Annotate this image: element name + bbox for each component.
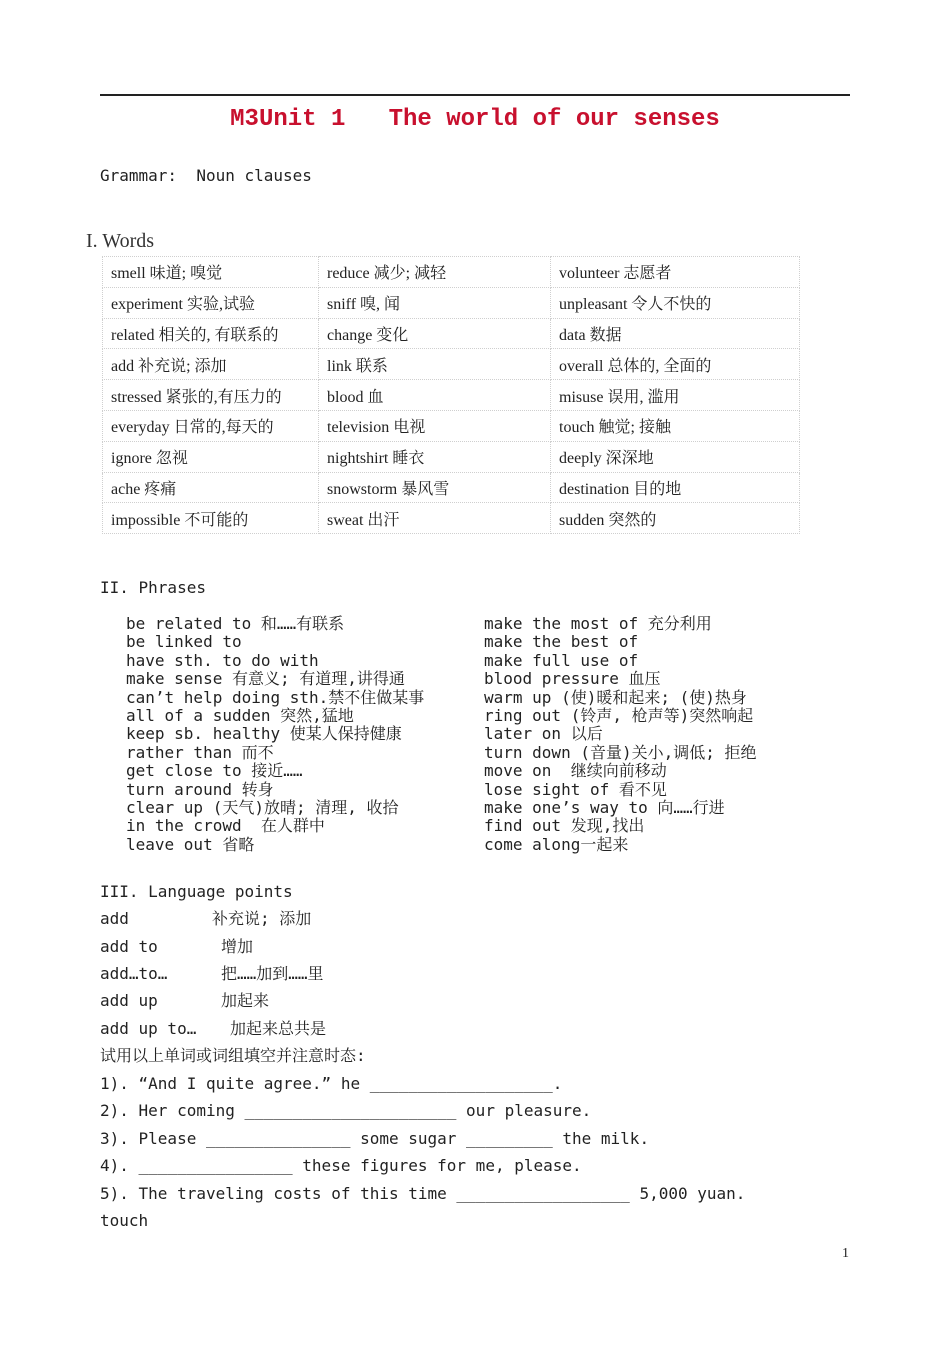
- words-row: [103, 380, 800, 411]
- word-cell: data 数据: [551, 318, 800, 349]
- language-point-term: add: [100, 909, 129, 928]
- word-cell: sudden 突然的: [551, 503, 800, 534]
- phrase-item: turn around 转身: [126, 779, 274, 799]
- phrase-item: turn down (音量)关小,调低; 拒绝: [484, 742, 757, 762]
- phrase-item: blood pressure 血压: [484, 669, 661, 689]
- phrase-item: warm up (使)暖和起来; (使)热身: [484, 687, 747, 707]
- word-cell: sniff 嗅, 闻: [319, 287, 551, 318]
- exercise-item: 1). “And I quite agree.” he ___________________.: [100, 1074, 563, 1093]
- word-cell: everyday 日常的,每天的: [103, 410, 319, 441]
- phrase-item: come along一起来: [484, 834, 629, 854]
- word-cell: change 变化: [319, 318, 551, 349]
- word-cell: related 相关的, 有联系的: [103, 318, 319, 349]
- language-point-term: add up to…: [100, 1019, 197, 1038]
- words-row: [103, 472, 800, 503]
- word-cell: deeply 深深地: [551, 441, 800, 472]
- exercise-item: 2). Her coming ______________________ our pleasure.: [100, 1101, 592, 1120]
- phrases-heading: II. Phrases: [100, 578, 206, 597]
- words-row: [103, 257, 800, 288]
- word-cell: unpleasant 令人不快的: [551, 287, 800, 318]
- word-cell: experiment 实验,试验: [103, 287, 319, 318]
- header-rule: [100, 94, 850, 96]
- phrase-item: make the most of 充分利用: [484, 614, 712, 633]
- word-cell: stressed 紧张的,有压力的: [103, 380, 319, 411]
- phrase-item: be linked to: [126, 632, 242, 652]
- exercise-item: 3). Please _______________ some sugar _________ the milk.: [100, 1129, 650, 1148]
- page-number: 1: [842, 1246, 849, 1261]
- phrase-item: be related to 和……有联系: [126, 614, 345, 633]
- phrase-item: rather than 而不: [126, 742, 274, 762]
- language-point-meaning: 加起来总共是: [230, 1019, 327, 1038]
- language-point-term: add…to…: [100, 964, 168, 983]
- phrase-item: lose sight of 看不见: [484, 779, 667, 799]
- word-cell: nightshirt 睡衣: [319, 441, 551, 472]
- phrase-item: have sth. to do with: [126, 650, 319, 670]
- phrase-item: get close to 接近……: [126, 761, 303, 781]
- words-heading: I. Words: [86, 230, 155, 252]
- words-row: [103, 410, 800, 441]
- language-point-meaning: 增加: [221, 937, 254, 956]
- page-title: M3Unit 1 The world of our senses: [230, 106, 720, 133]
- touch-term: touch: [100, 1211, 149, 1230]
- language-points-heading: III. Language points: [100, 882, 293, 901]
- word-cell: volunteer 志愿者: [551, 257, 800, 288]
- phrase-item: make the best of: [484, 632, 639, 652]
- word-cell: destination 目的地: [551, 472, 800, 503]
- word-cell: overall 总体的, 全面的: [551, 349, 800, 380]
- phrases-left-column: [126, 615, 424, 854]
- language-point-term: add up: [100, 991, 158, 1010]
- phrase-item: all of a sudden 突然,猛地: [126, 706, 354, 726]
- word-cell: misuse 误用, 滥用: [551, 380, 800, 411]
- word-cell: smell 味道; 嗅觉: [103, 257, 319, 288]
- word-cell: ache 疼痛: [103, 472, 319, 503]
- phrase-item: make full use of: [484, 650, 639, 670]
- phrases-right-column: [484, 615, 757, 854]
- words-row: [103, 287, 800, 318]
- word-cell: touch 触觉; 接触: [551, 410, 800, 441]
- phrase-item: can’t help doing sth.禁不住做某事: [126, 687, 425, 707]
- words-table: [102, 256, 800, 534]
- word-cell: blood 血: [319, 380, 551, 411]
- language-point-meaning: 把……加到……里: [221, 964, 324, 983]
- word-cell: reduce 减少; 减轻: [319, 257, 551, 288]
- words-row: [103, 503, 800, 534]
- exercise-item: 5). The traveling costs of this time __________________ 5,000 yuan.: [100, 1184, 746, 1203]
- word-cell: ignore 忽视: [103, 441, 319, 472]
- exercise-instruction: 试用以上单词或词组填空并注意时态:: [100, 1046, 366, 1065]
- exercise-item: 4). ________________ these figures for me, please.: [100, 1156, 582, 1175]
- word-cell: snowstorm 暴风雪: [319, 472, 551, 503]
- phrase-item: leave out 省略: [126, 834, 255, 854]
- phrase-item: move on 继续向前移动: [484, 761, 667, 781]
- word-cell: impossible 不可能的: [103, 503, 319, 534]
- phrase-item: clear up (天气)放晴; 清理, 收拾: [126, 798, 399, 818]
- phrase-item: ring out (铃声, 枪声等)突然响起: [484, 706, 754, 726]
- language-point-meaning: 补充说; 添加: [212, 909, 312, 928]
- words-row: [103, 349, 800, 380]
- phrase-item: keep sb. healthy 使某人保持健康: [126, 724, 402, 744]
- grammar-line: Grammar: Noun clauses: [100, 166, 312, 185]
- phrase-item: in the crowd 在人群中: [126, 816, 325, 836]
- language-point-meaning: 加起来: [221, 991, 270, 1010]
- words-row: [103, 441, 800, 472]
- word-cell: sweat 出汗: [319, 503, 551, 534]
- word-cell: television 电视: [319, 410, 551, 441]
- phrase-item: make sense 有意义; 有道理,讲得通: [126, 669, 405, 689]
- language-point-term: add to: [100, 937, 158, 956]
- phrase-item: make one’s way to 向……行进: [484, 798, 725, 818]
- phrase-item: find out 发现,找出: [484, 816, 645, 836]
- words-row: [103, 318, 800, 349]
- phrase-item: later on 以后: [484, 724, 603, 744]
- word-cell: add 补充说; 添加: [103, 349, 319, 380]
- word-cell: link 联系: [319, 349, 551, 380]
